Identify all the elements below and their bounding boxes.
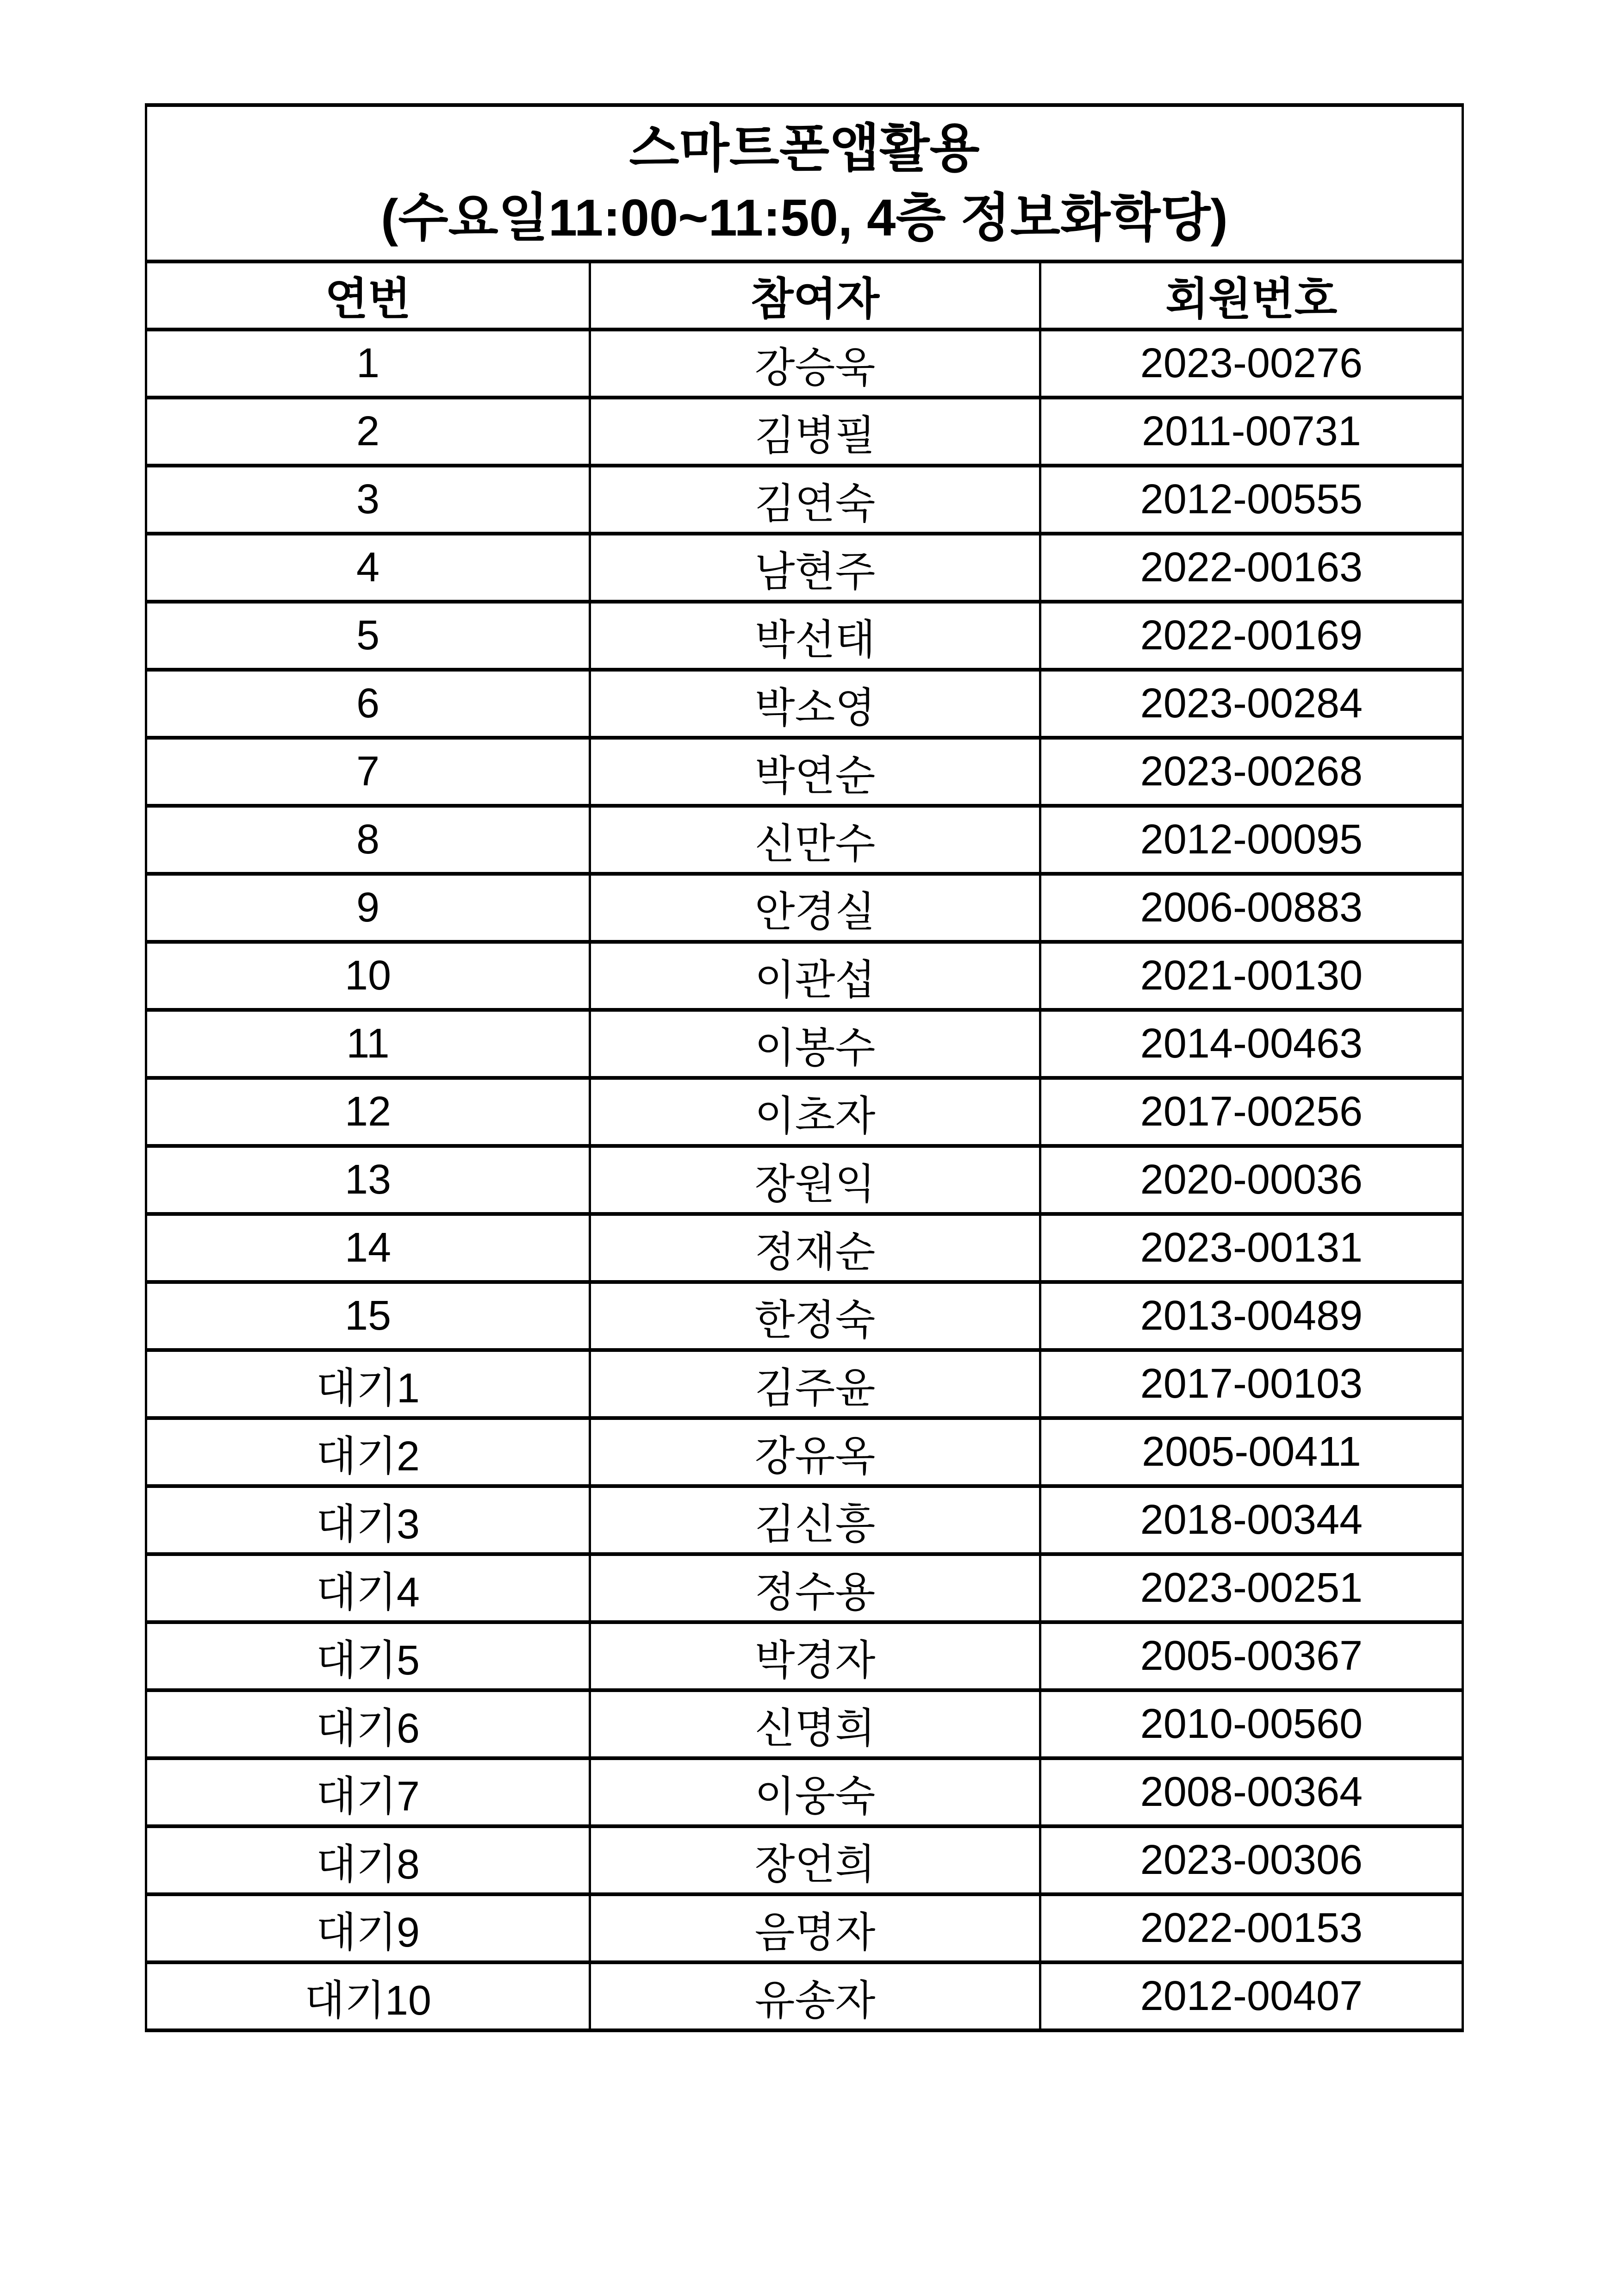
cell-member-id: 2011-00731 bbox=[1040, 398, 1463, 466]
cell-member-id: 2014-00463 bbox=[1040, 1010, 1463, 1078]
cell-no: 2 bbox=[146, 398, 590, 466]
cell-no: 11 bbox=[146, 1010, 590, 1078]
cell-participant: 김병필 bbox=[590, 398, 1040, 466]
cell-participant: 김주윤 bbox=[590, 1350, 1040, 1418]
cell-member-id: 2013-00489 bbox=[1040, 1282, 1463, 1350]
cell-no: 대기7 bbox=[146, 1758, 590, 1826]
cell-no: 대기10 bbox=[146, 1962, 590, 2030]
table-row bbox=[146, 1554, 1463, 1622]
cell-no: 7 bbox=[146, 738, 590, 806]
cell-no: 8 bbox=[146, 806, 590, 874]
cell-member-id: 2023-00306 bbox=[1040, 1826, 1463, 1894]
cell-participant: 정재순 bbox=[590, 1214, 1040, 1282]
cell-no: 9 bbox=[146, 874, 590, 942]
cell-no: 대기1 bbox=[146, 1350, 590, 1418]
cell-member-id: 2018-00344 bbox=[1040, 1486, 1463, 1554]
cell-no: 대기2 bbox=[146, 1418, 590, 1486]
cell-member-id: 2010-00560 bbox=[1040, 1690, 1463, 1758]
cell-no: 1 bbox=[146, 330, 590, 398]
cell-member-id: 2023-00268 bbox=[1040, 738, 1463, 806]
table-row bbox=[146, 1486, 1463, 1554]
cell-no: 6 bbox=[146, 670, 590, 738]
cell-participant: 박경자 bbox=[590, 1622, 1040, 1690]
cell-no: 15 bbox=[146, 1282, 590, 1350]
table-row bbox=[146, 942, 1463, 1010]
table-row bbox=[146, 466, 1463, 534]
cell-participant: 김연숙 bbox=[590, 466, 1040, 534]
cell-participant: 한정숙 bbox=[590, 1282, 1040, 1350]
table-row bbox=[146, 602, 1463, 670]
cell-member-id: 2022-00163 bbox=[1040, 534, 1463, 602]
cell-no: 13 bbox=[146, 1146, 590, 1214]
cell-participant: 박선태 bbox=[590, 602, 1040, 670]
cell-member-id: 2005-00367 bbox=[1040, 1622, 1463, 1690]
table-row bbox=[146, 1350, 1463, 1418]
table-title bbox=[146, 105, 1463, 261]
cell-member-id: 2022-00153 bbox=[1040, 1894, 1463, 1962]
cell-no: 대기6 bbox=[146, 1690, 590, 1758]
table-row bbox=[146, 670, 1463, 738]
cell-participant: 이관섭 bbox=[590, 942, 1040, 1010]
cell-member-id: 2005-00411 bbox=[1040, 1418, 1463, 1486]
header-no: 연번 bbox=[146, 261, 590, 330]
title-line-1: 스마트폰앱활용 bbox=[629, 119, 980, 177]
header-participant: 참여자 bbox=[590, 261, 1040, 330]
table-row bbox=[146, 1962, 1463, 2030]
cell-member-id: 2017-00103 bbox=[1040, 1350, 1463, 1418]
cell-member-id: 2023-00251 bbox=[1040, 1554, 1463, 1622]
cell-member-id: 2023-00276 bbox=[1040, 330, 1463, 398]
cell-member-id: 2012-00095 bbox=[1040, 806, 1463, 874]
cell-participant: 박연순 bbox=[590, 738, 1040, 806]
table-row bbox=[146, 874, 1463, 942]
cell-participant: 안경실 bbox=[590, 874, 1040, 942]
cell-participant: 신명희 bbox=[590, 1690, 1040, 1758]
cell-member-id: 2023-00131 bbox=[1040, 1214, 1463, 1282]
cell-no: 대기4 bbox=[146, 1554, 590, 1622]
title-row bbox=[146, 105, 1463, 261]
cell-no: 14 bbox=[146, 1214, 590, 1282]
header-row bbox=[146, 261, 1463, 330]
cell-no: 3 bbox=[146, 466, 590, 534]
cell-participant: 이봉수 bbox=[590, 1010, 1040, 1078]
table-row bbox=[146, 1418, 1463, 1486]
cell-member-id: 2017-00256 bbox=[1040, 1078, 1463, 1146]
title-line-2: (수요일11:00~11:50, 4층 정보화학당) bbox=[381, 189, 1228, 247]
header-member-id: 회원번호 bbox=[1040, 261, 1463, 330]
cell-participant: 유송자 bbox=[590, 1962, 1040, 2030]
cell-participant: 남현주 bbox=[590, 534, 1040, 602]
cell-participant: 강유옥 bbox=[590, 1418, 1040, 1486]
table-row bbox=[146, 1078, 1463, 1146]
cell-participant: 장언희 bbox=[590, 1826, 1040, 1894]
cell-member-id: 2012-00555 bbox=[1040, 466, 1463, 534]
cell-no: 4 bbox=[146, 534, 590, 602]
table-row bbox=[146, 1214, 1463, 1282]
cell-member-id: 2023-00284 bbox=[1040, 670, 1463, 738]
cell-participant: 정수용 bbox=[590, 1554, 1040, 1622]
cell-member-id: 2006-00883 bbox=[1040, 874, 1463, 942]
table-row bbox=[146, 738, 1463, 806]
cell-member-id: 2008-00364 bbox=[1040, 1758, 1463, 1826]
cell-no: 5 bbox=[146, 602, 590, 670]
table-row bbox=[146, 1146, 1463, 1214]
cell-participant: 음명자 bbox=[590, 1894, 1040, 1962]
cell-member-id: 2020-00036 bbox=[1040, 1146, 1463, 1214]
table-row bbox=[146, 398, 1463, 466]
cell-participant: 박소영 bbox=[590, 670, 1040, 738]
cell-no: 대기3 bbox=[146, 1486, 590, 1554]
cell-no: 대기8 bbox=[146, 1826, 590, 1894]
cell-no: 12 bbox=[146, 1078, 590, 1146]
attendance-table bbox=[145, 103, 1464, 2032]
cell-member-id: 2022-00169 bbox=[1040, 602, 1463, 670]
table-row bbox=[146, 1622, 1463, 1690]
table-row bbox=[146, 1282, 1463, 1350]
cell-participant: 강승욱 bbox=[590, 330, 1040, 398]
table-row bbox=[146, 1758, 1463, 1826]
table-row bbox=[146, 1010, 1463, 1078]
cell-participant: 신만수 bbox=[590, 806, 1040, 874]
cell-participant: 이웅숙 bbox=[590, 1758, 1040, 1826]
cell-member-id: 2012-00407 bbox=[1040, 1962, 1463, 2030]
cell-no: 대기9 bbox=[146, 1894, 590, 1962]
cell-no: 대기5 bbox=[146, 1622, 590, 1690]
table-row bbox=[146, 1894, 1463, 1962]
cell-participant: 김신흥 bbox=[590, 1486, 1040, 1554]
table-row bbox=[146, 806, 1463, 874]
table-row bbox=[146, 534, 1463, 602]
table-row bbox=[146, 1826, 1463, 1894]
cell-participant: 이초자 bbox=[590, 1078, 1040, 1146]
cell-no: 10 bbox=[146, 942, 590, 1010]
cell-participant: 장원익 bbox=[590, 1146, 1040, 1214]
table-row bbox=[146, 330, 1463, 398]
table-row bbox=[146, 1690, 1463, 1758]
cell-member-id: 2021-00130 bbox=[1040, 942, 1463, 1010]
